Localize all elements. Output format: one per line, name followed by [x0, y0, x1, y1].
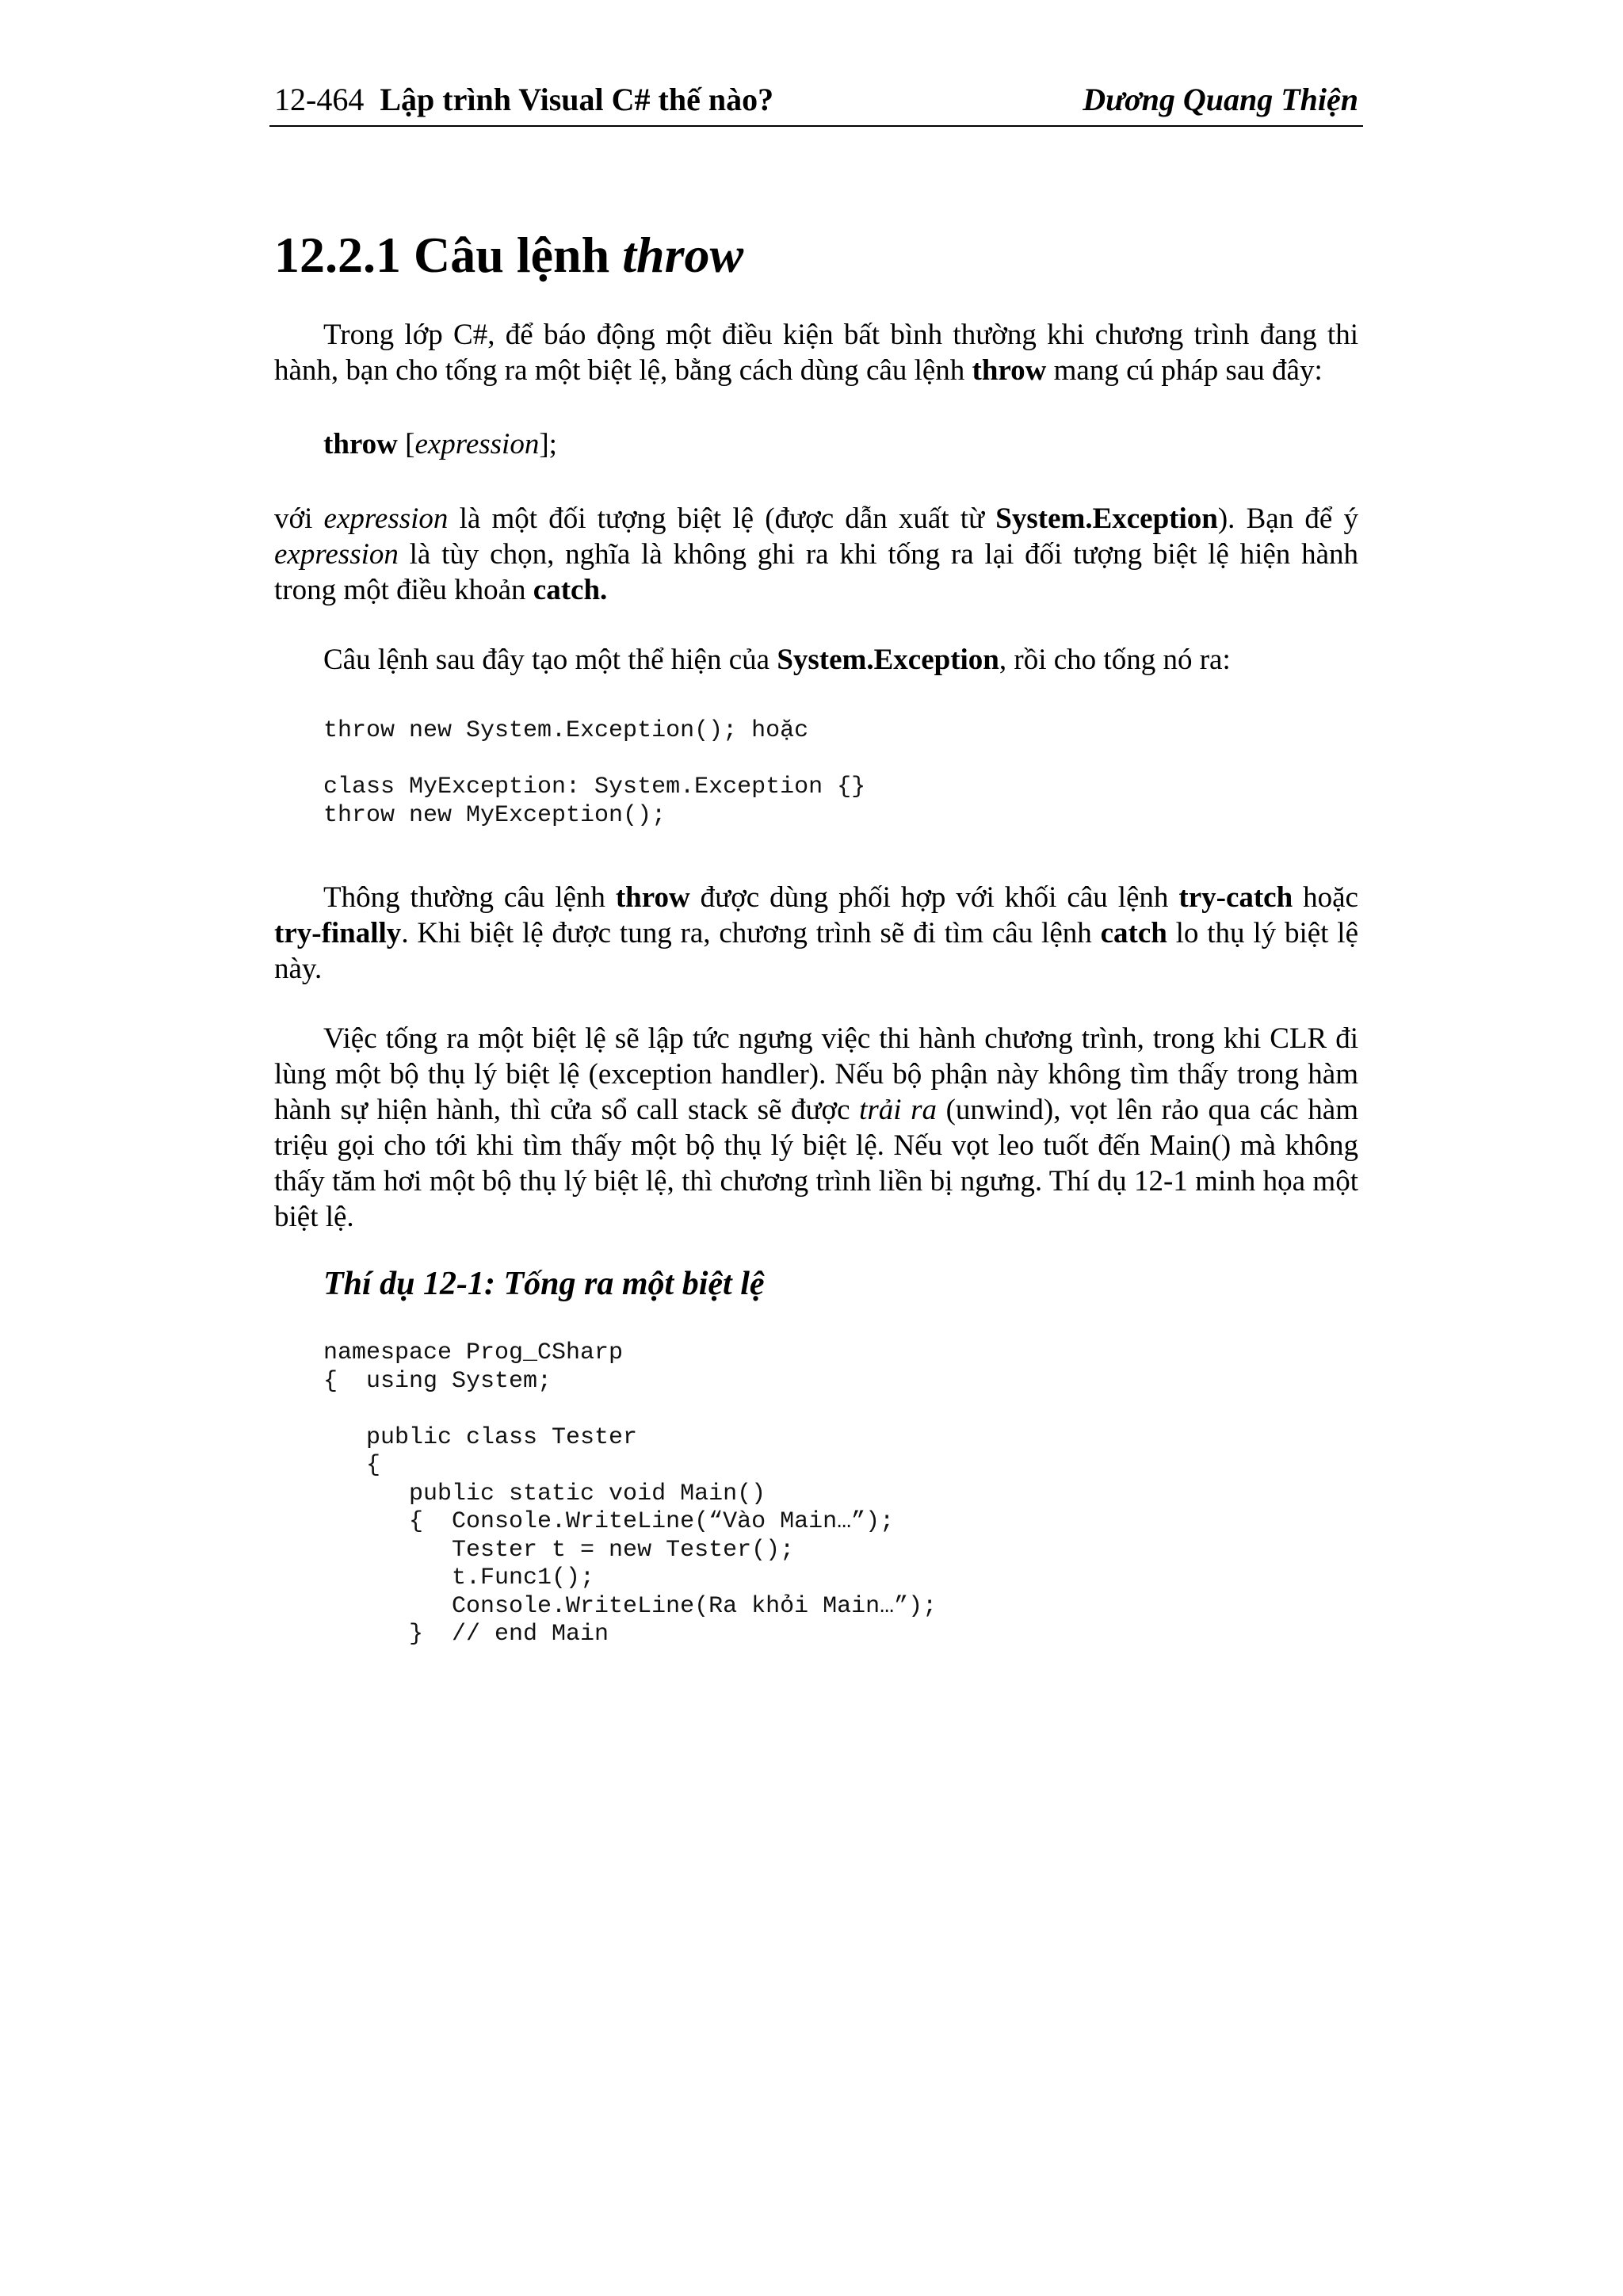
para4-bold-throw: throw	[615, 881, 690, 914]
section-title-keyword: throw	[622, 227, 744, 283]
para4-text-3: hoặc	[1293, 881, 1358, 914]
example-title: Thí dụ 12-1: Tống ra một biệt lệ	[323, 1266, 765, 1302]
code-line: {	[323, 1452, 381, 1479]
para4-bold-catch: catch	[1100, 917, 1167, 949]
para2-text-4: là tùy chọn, nghĩa là không ghi ra khi tống ra lại đối tượng biệt lệ hiện hành trong một điều khoản	[274, 538, 1358, 606]
code-line: Tester t = new Tester();	[323, 1536, 795, 1564]
para2-italic-2: expression	[274, 538, 399, 571]
book-title: Lập trình Visual C# thế nào?	[380, 82, 774, 117]
paragraph-expression	[274, 501, 1358, 608]
para2-bold-catch: catch.	[533, 574, 608, 606]
code-line	[323, 746, 865, 774]
paragraph-intro	[274, 317, 1358, 388]
para2-bold-1: System.Exception	[995, 502, 1218, 535]
para1-text-2: mang cú pháp sau đây:	[1046, 354, 1323, 387]
section-title-text: 12.2.1 Câu lệnh	[274, 227, 623, 283]
para4-text-2: được dùng phối hợp với khối câu lệnh	[689, 881, 1179, 914]
syntax-close: ];	[539, 428, 557, 460]
para2-text-2: là một đối tượng biệt lệ (được dẫn xuất từ	[448, 502, 996, 535]
code-line: class MyException: System.Exception {}	[323, 774, 866, 800]
code-line: { Console.WriteLine(“Vào Main…”);	[323, 1508, 895, 1535]
syntax-expression: expression	[414, 428, 540, 460]
para4-text-5: lo thụ lý biệt lệ này.	[274, 917, 1358, 985]
code-line: throw new MyException();	[323, 801, 666, 829]
code-line	[323, 1396, 937, 1424]
para2-italic-1: expression	[323, 502, 449, 535]
para1-bold-throw: throw	[972, 354, 1047, 387]
para2-text-1: với	[274, 502, 324, 535]
author-name: Dương Quang Thiện	[1083, 82, 1358, 117]
para3-text-2: , rồi cho tống nó ra:	[999, 644, 1231, 676]
page-number: 12-464	[274, 82, 365, 117]
code-line: } // end Main	[323, 1621, 609, 1648]
para5-italic-unwind: trải ra	[859, 1094, 938, 1126]
code-line: public class Tester	[323, 1423, 638, 1451]
para4-bold-try-catch: try-catch	[1178, 881, 1293, 914]
code-line: { using System;	[323, 1367, 552, 1395]
section-title	[274, 223, 743, 287]
para2-text-3: ). Bạn để ý	[1217, 502, 1358, 535]
syntax-open: [	[397, 428, 415, 460]
para3-text-1: Câu lệnh sau đây tạo một thể hiện của	[323, 644, 777, 676]
page-header	[269, 76, 1363, 127]
paragraph-statement	[323, 642, 1231, 678]
para3-bold-1: System.Exception	[777, 644, 999, 676]
header-left	[274, 76, 773, 124]
para1-text-1: Trong lớp C#, để báo động một điều kiện bất bình thường khi chương trình đang thi hành, bạn cho tống ra một biệt lệ, bằng cách dùng câu lệnh	[274, 319, 1358, 387]
code-block-throw	[323, 717, 865, 830]
syntax-keyword: throw	[323, 428, 398, 460]
para5-text-1: Việc tống ra một biệt lệ sẽ lập tức ngưng việc thi hành chương trình, trong khi CLR đi lùng một bộ thụ lý biệt lệ (exception handler). Nếu bộ phận này không tìm thấy trong hàm hành sự hiện hành, thì cửa sổ call stack sẽ được	[274, 1022, 1358, 1126]
syntax-line	[323, 426, 557, 462]
paragraph-try-catch	[274, 880, 1358, 987]
code-line: t.Func1();	[323, 1564, 595, 1591]
code-line: Console.WriteLine(Ra khỏi Main…”);	[323, 1592, 938, 1620]
code-line: throw new System.Exception(); hoặc	[323, 717, 809, 744]
para5-text-2: (unwind), vọt lên rảo qua các hàm triệu gọi cho tới khi tìm thấy một bộ thụ lý biệt lệ. Nếu vọt leo tuốt đến Main() mà không thấy tăm hơi một bộ thụ lý biệt lệ, thì chương trình liền bị ngưng. Thí dụ 12-1 minh họa một biệt lệ.	[274, 1094, 1358, 1233]
paragraph-clr	[274, 1021, 1358, 1235]
code-line: namespace Prog_CSharp	[323, 1339, 624, 1366]
para4-bold-try-finally: try-finally	[274, 917, 402, 949]
code-line: public static void Main()	[323, 1480, 766, 1507]
para4-text-4: . Khi biệt lệ được tung ra, chương trình sẽ đi tìm câu lệnh	[401, 917, 1101, 949]
para4-text-1: Thông thường câu lệnh	[323, 881, 616, 914]
code-block-example	[323, 1339, 937, 1649]
